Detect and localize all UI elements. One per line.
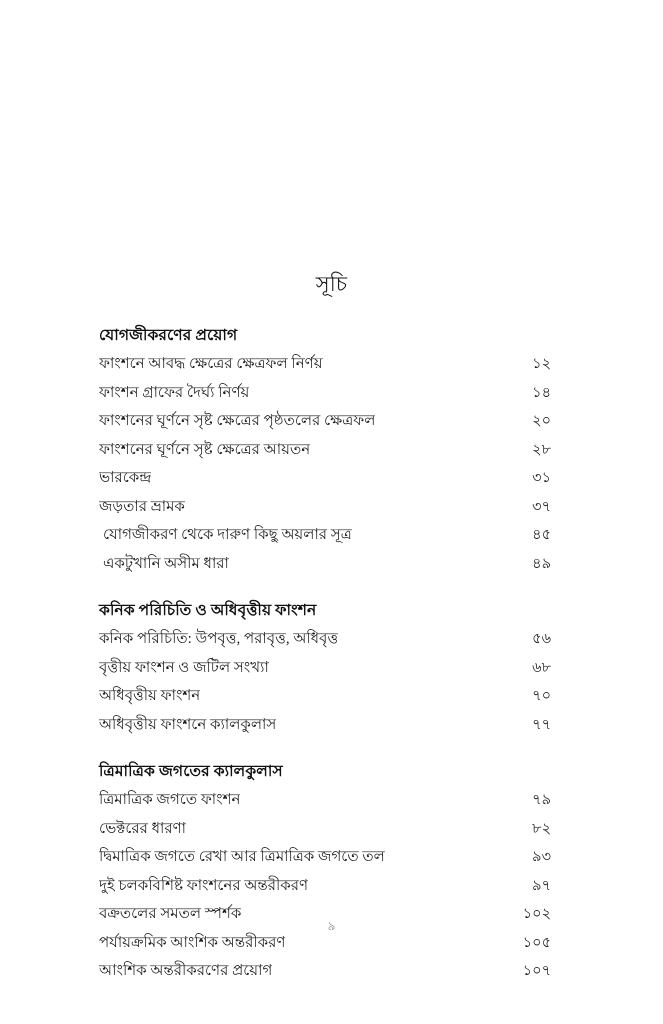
- toc-section: [99, 758, 551, 986]
- toc-entry[interactable]: [99, 682, 551, 711]
- page-folio-number: ৯: [327, 919, 336, 933]
- toc-entry-title: ভারকেন্দ্র: [99, 470, 152, 486]
- toc-entry-title: পর্যায়ক্রমিক আংশিক অন্তরীকরণ: [99, 934, 286, 951]
- toc-entry[interactable]: [99, 493, 551, 522]
- toc-entry-page-number: ১০২: [522, 906, 551, 922]
- toc-entry-page-number: ১০৫: [522, 934, 551, 951]
- toc-entry-page-number: ১৪: [532, 384, 551, 401]
- table-of-contents: [99, 322, 551, 986]
- toc-section-heading: কনিক পরিচিতি ও অধিবৃত্তীয় ফাংশন: [99, 602, 317, 619]
- toc-entry-title: অধিবৃত্তীয় ফাংশনে ক্যালকুলাস: [99, 716, 277, 733]
- toc-entry[interactable]: [99, 957, 551, 986]
- toc-entry[interactable]: [99, 436, 551, 465]
- toc-section: [99, 322, 551, 578]
- toc-entry-list: [99, 786, 551, 986]
- toc-entry-title: ভেক্টরের ধারণা: [99, 820, 187, 837]
- toc-entry[interactable]: [99, 379, 551, 408]
- toc-entry-page-number: ৮২: [532, 820, 551, 837]
- toc-entry[interactable]: [99, 872, 551, 901]
- toc-entry[interactable]: [99, 407, 551, 436]
- toc-entry-title: দুই চলকবিশিষ্ট ফাংশনের অন্তরীকরণ: [99, 877, 309, 894]
- toc-entry[interactable]: [99, 350, 551, 379]
- toc-entry-title: দ্বিমাত্রিক জগতে রেখা আর ত্রিমাত্রিক জগতে তল: [99, 849, 385, 865]
- toc-section-heading: যোগজীকরণের প্রয়োগ: [99, 327, 238, 344]
- page-title: সূচি: [315, 272, 348, 296]
- toc-entry[interactable]: [99, 843, 551, 872]
- toc-entry-page-number: ৭৭: [532, 716, 551, 733]
- toc-entry-page-number: ৭৯: [532, 792, 551, 808]
- toc-section-heading: ত্রিমাত্রিক জগতের ক্যালকুলাস: [99, 763, 283, 780]
- toc-entry-list: [99, 350, 551, 578]
- toc-entry[interactable]: [99, 521, 551, 550]
- toc-entry-title: অধিবৃত্তীয় ফাংশন: [99, 688, 201, 704]
- toc-entry-title: আংশিক অন্তরীকরণের প্রয়োগ: [99, 963, 273, 979]
- toc-entry-title: বক্রতলের সমতল স্পর্শক: [99, 906, 242, 922]
- toc-entry-title: ত্রিমাত্রিক জগতে ফাংশন: [99, 792, 241, 808]
- toc-entry[interactable]: [99, 786, 551, 815]
- toc-entry-title: জড়তার ভ্রামক: [99, 498, 185, 515]
- toc-entry-title: যোগজীকরণ থেকে দারুণ কিছু অয়লার সূত্র: [103, 527, 352, 543]
- toc-entry-page-number: ৩১: [532, 470, 551, 486]
- toc-entry[interactable]: [99, 625, 551, 654]
- toc-entry-page-number: ৪৯: [532, 555, 551, 572]
- toc-entry-title: একটুখানি অসীম ধারা: [103, 555, 229, 572]
- toc-entry-page-number: ২৮: [532, 441, 551, 458]
- toc-entry-page-number: ৩৭: [532, 498, 551, 515]
- toc-entry-page-number: ৪৫: [532, 527, 551, 543]
- toc-entry-title: ফাংশনের ঘূর্ণনে সৃষ্ট ক্ষেত্রের আয়তন: [99, 441, 311, 458]
- toc-entry[interactable]: [99, 550, 551, 579]
- toc-entry[interactable]: [99, 815, 551, 844]
- toc-entry-page-number: ৬৮: [532, 659, 551, 676]
- toc-entry-page-number: ৫৬: [532, 631, 551, 647]
- toc-entry[interactable]: [99, 711, 551, 740]
- toc-entry-title: বৃত্তীয় ফাংশন ও জটিল সংখ্যা: [99, 659, 269, 676]
- toc-section: [99, 597, 551, 739]
- toc-entry-page-number: ১২: [532, 356, 551, 372]
- toc-entry-page-number: ২০: [532, 413, 551, 429]
- toc-entry-title: ফাংশনের ঘূর্ণনে সৃষ্ট ক্ষেত্রের পৃষ্ঠতলের ক্ষেত্রফল: [99, 413, 376, 429]
- toc-entry[interactable]: [99, 464, 551, 493]
- toc-entry-list: [99, 625, 551, 739]
- toc-entry-page-number: ১০৭: [522, 963, 551, 979]
- toc-entry-page-number: ৯৭: [532, 877, 551, 894]
- toc-entry-title: ফাংশনে আবদ্ধ ক্ষেত্রের ক্ষেত্রফল নির্ণয়: [99, 356, 323, 372]
- toc-entry[interactable]: [99, 654, 551, 683]
- toc-entry-title: ফাংশন গ্রাফের দৈর্ঘ্য নির্ণয়: [99, 384, 250, 401]
- toc-entry-title: কনিক পরিচিতি: উপবৃত্ত, পরাবৃত্ত, অধিবৃত্ত: [99, 631, 339, 647]
- toc-entry-page-number: ৯৩: [532, 849, 551, 865]
- toc-entry-page-number: ৭০: [532, 688, 551, 704]
